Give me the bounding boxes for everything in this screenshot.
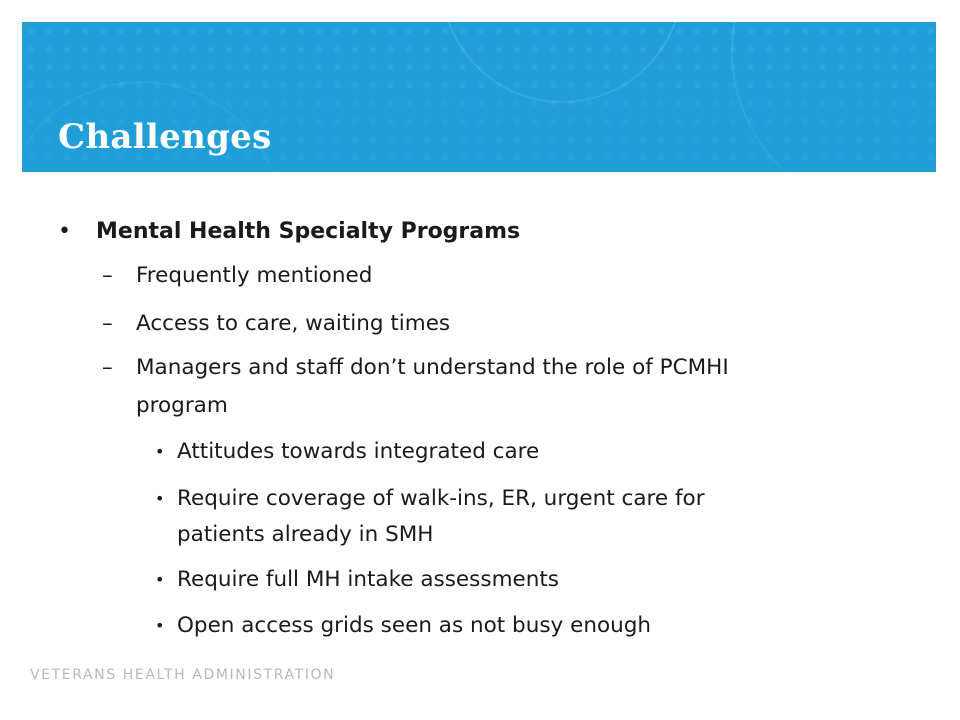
bullet-item-main <box>58 217 521 247</box>
header-banner <box>22 22 936 172</box>
detail-bullet-continuation <box>177 520 857 550</box>
detail-bullet-text: Require coverage of walk-ins, ER, urgent care for <box>177 486 705 511</box>
slide-title: Challenges <box>58 117 272 157</box>
footer-organization: VETERANS HEALTH ADMINISTRATION <box>30 667 336 683</box>
dash-icon: – <box>102 311 113 336</box>
sub-bullet-continuation <box>136 391 876 421</box>
detail-bullet-text: Require full MH intake assessments <box>177 567 559 592</box>
detail-bullet-text: patients already in SMH <box>177 522 434 547</box>
sub-bullet-text: program <box>136 393 228 418</box>
bullet-text: Mental Health Specialty Programs <box>96 219 521 244</box>
sub-bullet-item <box>102 353 876 383</box>
sub-bullet-text: Managers and staff don’t understand the role of PCMHI <box>136 355 729 380</box>
detail-bullet-item <box>155 484 857 514</box>
dash-icon: – <box>102 263 113 288</box>
detail-bullet-text: Attitudes towards integrated care <box>177 439 540 464</box>
sub-bullet-item <box>102 309 876 339</box>
sub-bullet-item <box>102 261 876 291</box>
sub-bullet-text: Frequently mentioned <box>136 263 373 288</box>
detail-bullet-item <box>155 437 857 467</box>
bullet-dot-icon: • <box>155 442 165 461</box>
bullet-dot-icon: • <box>155 570 165 589</box>
bullet-dot-icon: • <box>155 489 165 508</box>
sub-bullet-text: Access to care, waiting times <box>136 311 451 336</box>
bullet-dot-icon: • <box>58 219 71 244</box>
detail-bullet-text: Open access grids seen as not busy enough <box>177 613 651 638</box>
detail-bullet-item <box>155 565 857 595</box>
dash-icon: – <box>102 355 113 380</box>
detail-bullet-item <box>155 611 857 641</box>
bullet-dot-icon: • <box>155 616 165 635</box>
